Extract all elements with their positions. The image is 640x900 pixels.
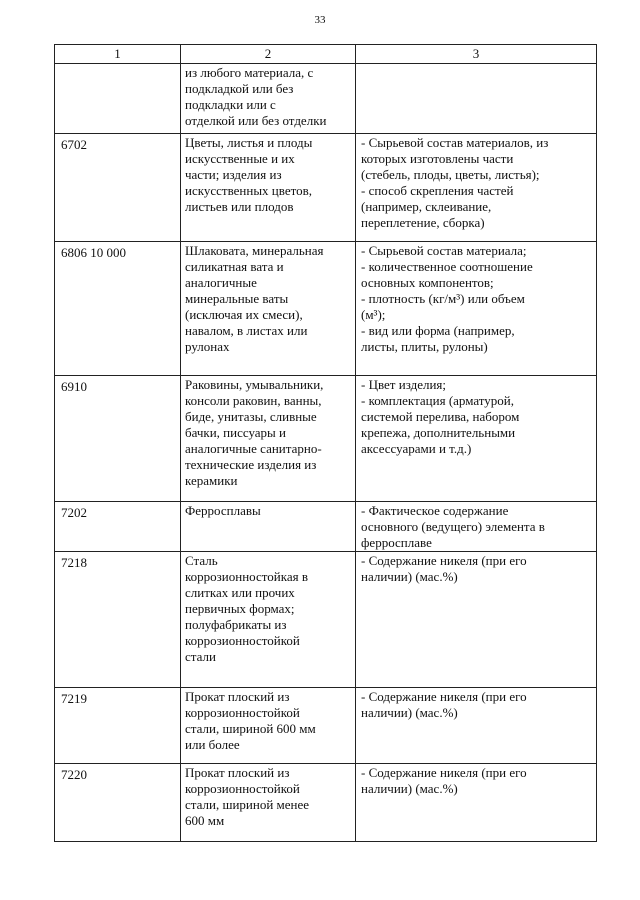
column-header-2: 2: [181, 45, 356, 64]
description-line: Прокат плоский из: [185, 765, 290, 780]
code-cell: [55, 64, 181, 134]
characteristic-line: (стебель, плоды, цветы, листья);: [361, 167, 540, 182]
characteristic-line: основного (ведущего) элемента в: [361, 519, 545, 534]
characteristics-cell: [356, 64, 597, 134]
description-line: искусственные и их: [185, 151, 295, 166]
description-line: Шлаковата, минеральная: [185, 243, 324, 258]
description-cell: [181, 552, 356, 688]
description-line: технические изделия из: [185, 457, 317, 472]
characteristic-line: аксессуарами и т.д.): [361, 441, 472, 456]
description-line: Раковины, умывальники,: [185, 377, 324, 392]
table-row: [55, 242, 597, 376]
description-line: части; изделия из: [185, 167, 282, 182]
characteristic-line: - количественное соотношение: [361, 259, 533, 274]
description-line: рулонах: [185, 339, 230, 354]
table-row: [55, 134, 597, 242]
description-line: первичных формах;: [185, 601, 295, 616]
characteristic-line: листы, плиты, рулоны): [361, 339, 488, 354]
description-line: коррозионностойкой: [185, 781, 300, 796]
code-cell: [55, 764, 181, 842]
description-line: из любого материала, с: [185, 65, 314, 80]
product-code: 7218: [61, 555, 87, 570]
description-line: коррозионностойкая в: [185, 569, 308, 584]
characteristic-line: - Цвет изделия;: [361, 377, 447, 392]
description-cell: [181, 134, 356, 242]
characteristic-line: наличии) (мас.%): [361, 705, 458, 720]
description-line: отделкой или без отделки: [185, 113, 327, 128]
code-cell: [55, 552, 181, 688]
characteristics-cell: [356, 134, 597, 242]
description-cell: [181, 688, 356, 764]
description-line: Прокат плоский из: [185, 689, 290, 704]
description-line: искусственных цветов,: [185, 183, 312, 198]
characteristics-cell: [356, 502, 597, 552]
code-cell: [55, 376, 181, 502]
description-line: листьев или плодов: [185, 199, 294, 214]
code-cell: [55, 502, 181, 552]
table-header: [55, 45, 597, 64]
description-cell: [181, 764, 356, 842]
product-code: 6702: [61, 137, 87, 152]
description-line: стали, шириной 600 мм: [185, 721, 316, 736]
table-row: [55, 502, 597, 552]
product-code: 7220: [61, 767, 87, 782]
column-header-1: 1: [55, 45, 181, 64]
characteristic-line: - вид или форма (например,: [361, 323, 515, 338]
characteristic-line: (м³);: [361, 307, 386, 322]
characteristics-cell: [356, 376, 597, 502]
characteristic-line: переплетение, сборка): [361, 215, 485, 230]
table-row: [55, 376, 597, 502]
characteristic-line: - Содержание никеля (при его: [361, 689, 527, 704]
table-row: [55, 764, 597, 842]
characteristic-line: - Содержание никеля (при его: [361, 765, 527, 780]
code-cell: [55, 688, 181, 764]
product-code: [55, 64, 180, 67]
table-row: [55, 64, 597, 134]
description-line: коррозионностойкой: [185, 705, 300, 720]
description-cell: [181, 64, 356, 134]
characteristics-cell: [356, 764, 597, 842]
code-cell: [55, 242, 181, 376]
description-line: стали: [185, 649, 216, 664]
table-body: [55, 64, 597, 842]
characteristics-cell: [356, 688, 597, 764]
description-line: навалом, в листах или: [185, 323, 308, 338]
description-line: силикатная вата и: [185, 259, 284, 274]
description-cell: [181, 376, 356, 502]
description-cell: [181, 502, 356, 552]
description-line: 600 мм: [185, 813, 225, 828]
description-line: керамики: [185, 473, 238, 488]
characteristic-line: наличии) (мас.%): [361, 569, 458, 584]
description-line: Ферросплавы: [185, 503, 261, 518]
description-line: Сталь: [185, 553, 218, 568]
description-line: биде, унитазы, сливные: [185, 409, 317, 424]
description-line: подкладки или с: [185, 97, 276, 112]
characteristic-line: наличии) (мас.%): [361, 781, 458, 796]
characteristic-line: - Фактическое содержание: [361, 503, 509, 518]
table-row: [55, 552, 597, 688]
page-number: 33: [314, 14, 326, 26]
description-line: слитках или прочих: [185, 585, 295, 600]
description-line: аналогичные: [185, 275, 257, 290]
product-code: 6806 10 000: [61, 245, 126, 260]
characteristic-line: - Содержание никеля (при его: [361, 553, 527, 568]
goods-table: [54, 44, 597, 842]
characteristic-line: основных компонентов;: [361, 275, 494, 290]
column-header-3: 3: [356, 45, 597, 64]
table-row: [55, 688, 597, 764]
description-line: аналогичные санитарно-: [185, 441, 322, 456]
description-line: стали, шириной менее: [185, 797, 310, 812]
description-line: консоли раковин, ванны,: [185, 393, 322, 408]
description-line: бачки, писсуары и: [185, 425, 286, 440]
code-cell: [55, 134, 181, 242]
description-line: Цветы, листья и плоды: [185, 135, 313, 150]
characteristic-line: - Сырьевой состав материала;: [361, 243, 527, 258]
description-line: коррозионностойкой: [185, 633, 300, 648]
description-line: полуфабрикаты из: [185, 617, 287, 632]
characteristic-line: - комплектация (арматурой,: [361, 393, 515, 408]
product-code: 7202: [61, 505, 87, 520]
characteristics-cell: [356, 552, 597, 688]
description-cell: [181, 242, 356, 376]
characteristic-line: системой перелива, набором: [361, 409, 520, 424]
description-line: подкладкой или без: [185, 81, 294, 96]
description-line: (исключая их смеси),: [185, 307, 303, 322]
characteristic-line: ферросплаве: [361, 535, 432, 550]
characteristic-line: которых изготовлены части: [361, 151, 514, 166]
characteristic-line: крепежа, дополнительными: [361, 425, 516, 440]
characteristics-cell: [356, 242, 597, 376]
characteristic-line: (например, склеивание,: [361, 199, 492, 214]
characteristic-line: - Сырьевой состав материалов, из: [361, 135, 549, 150]
description-line: минеральные ваты: [185, 291, 289, 306]
product-code: 7219: [61, 691, 87, 706]
product-code: 6910: [61, 379, 87, 394]
characteristic-line: - способ скрепления частей: [361, 183, 514, 198]
characteristic-line: - плотность (кг/м³) или объем: [361, 291, 525, 306]
description-line: или более: [185, 737, 240, 752]
